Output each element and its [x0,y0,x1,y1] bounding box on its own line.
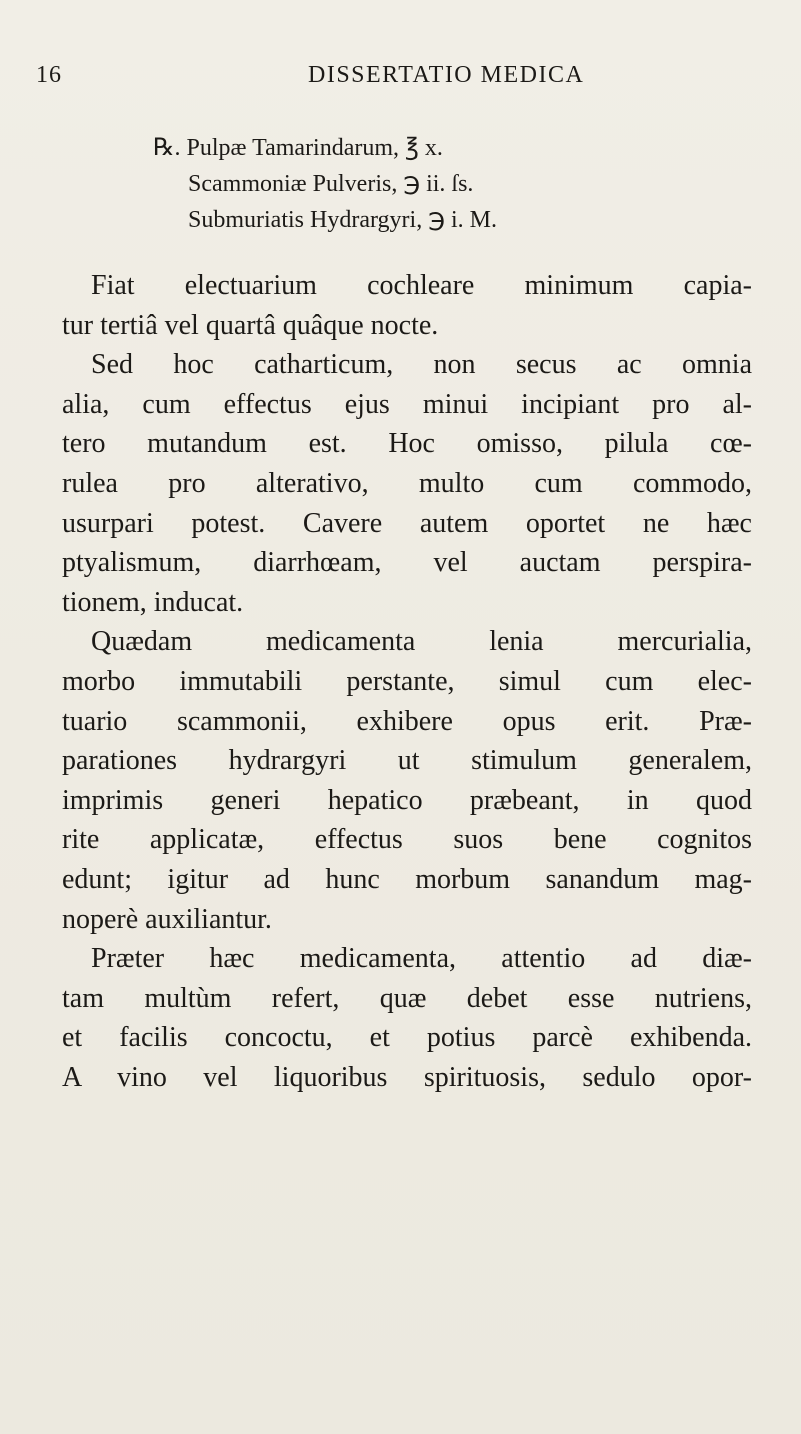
text-line: rulea pro alterativo, multo cum commodo, [62,467,752,499]
text-line: usurpari potest. Cavere autem oportet ne hæc [62,507,752,539]
text-line: noperè auxiliantur. [62,903,272,935]
text-line: tam multùm refert, quæ debet esse nutriens, [62,982,752,1014]
running-head [36,62,756,102]
prescription-block [153,130,753,238]
text-line: Fiat electuarium cochleare minimum capia- [91,270,752,301]
text-line: tuario scammonii, exhibere opus erit. Præ- [62,705,752,737]
prescription-line: Scammoniæ Pulveris, ℈ ii. ſs. [188,171,474,197]
text-line: A vino vel liquoribus spirituosis, sedulo opor- [62,1061,752,1093]
text-line: edunt; igitur ad hunc morbum sanandum mag- [62,863,752,895]
running-title: DISSERTATIO MEDICA [308,62,585,88]
prescription-line: Submuriatis Hydrargyri, ℈ i. M. [188,207,497,233]
text-line: parationes hydrargyri ut stimulum generalem, [62,745,752,777]
prescription-line: ℞. Pulpæ Tamarindarum, ℥ x. [153,135,443,161]
text-line: imprimis generi hepatico præbeant, in quod [62,784,752,816]
text-line: alia, cum effectus ejus minui incipiant pro al- [62,388,752,420]
body-text [62,266,752,1097]
text-line: rite applicatæ, effectus suos bene cognitos [62,824,752,856]
text-line: morbo immutabili perstante, simul cum elec- [62,665,752,697]
page-number: 16 [36,62,62,88]
text-line: et facilis concoctu, et potius parcè exhibenda. [62,1022,752,1054]
text-line: ptyalismum, diarrhœam, vel auctam perspira- [62,547,752,579]
text-line: tionem, inducat. [62,586,244,618]
text-line: tero mutandum est. Hoc omisso, pilula cœ- [62,428,752,460]
text-line: Præter hæc medicamenta, attentio ad diæ- [91,943,752,975]
text-line: Quædam medicamenta lenia mercurialia, [91,626,752,658]
text-line: tur tertiâ vel quartâ quâque nocte. [62,309,439,341]
text-line: Sed hoc catharticum, non secus ac omnia [91,349,752,381]
